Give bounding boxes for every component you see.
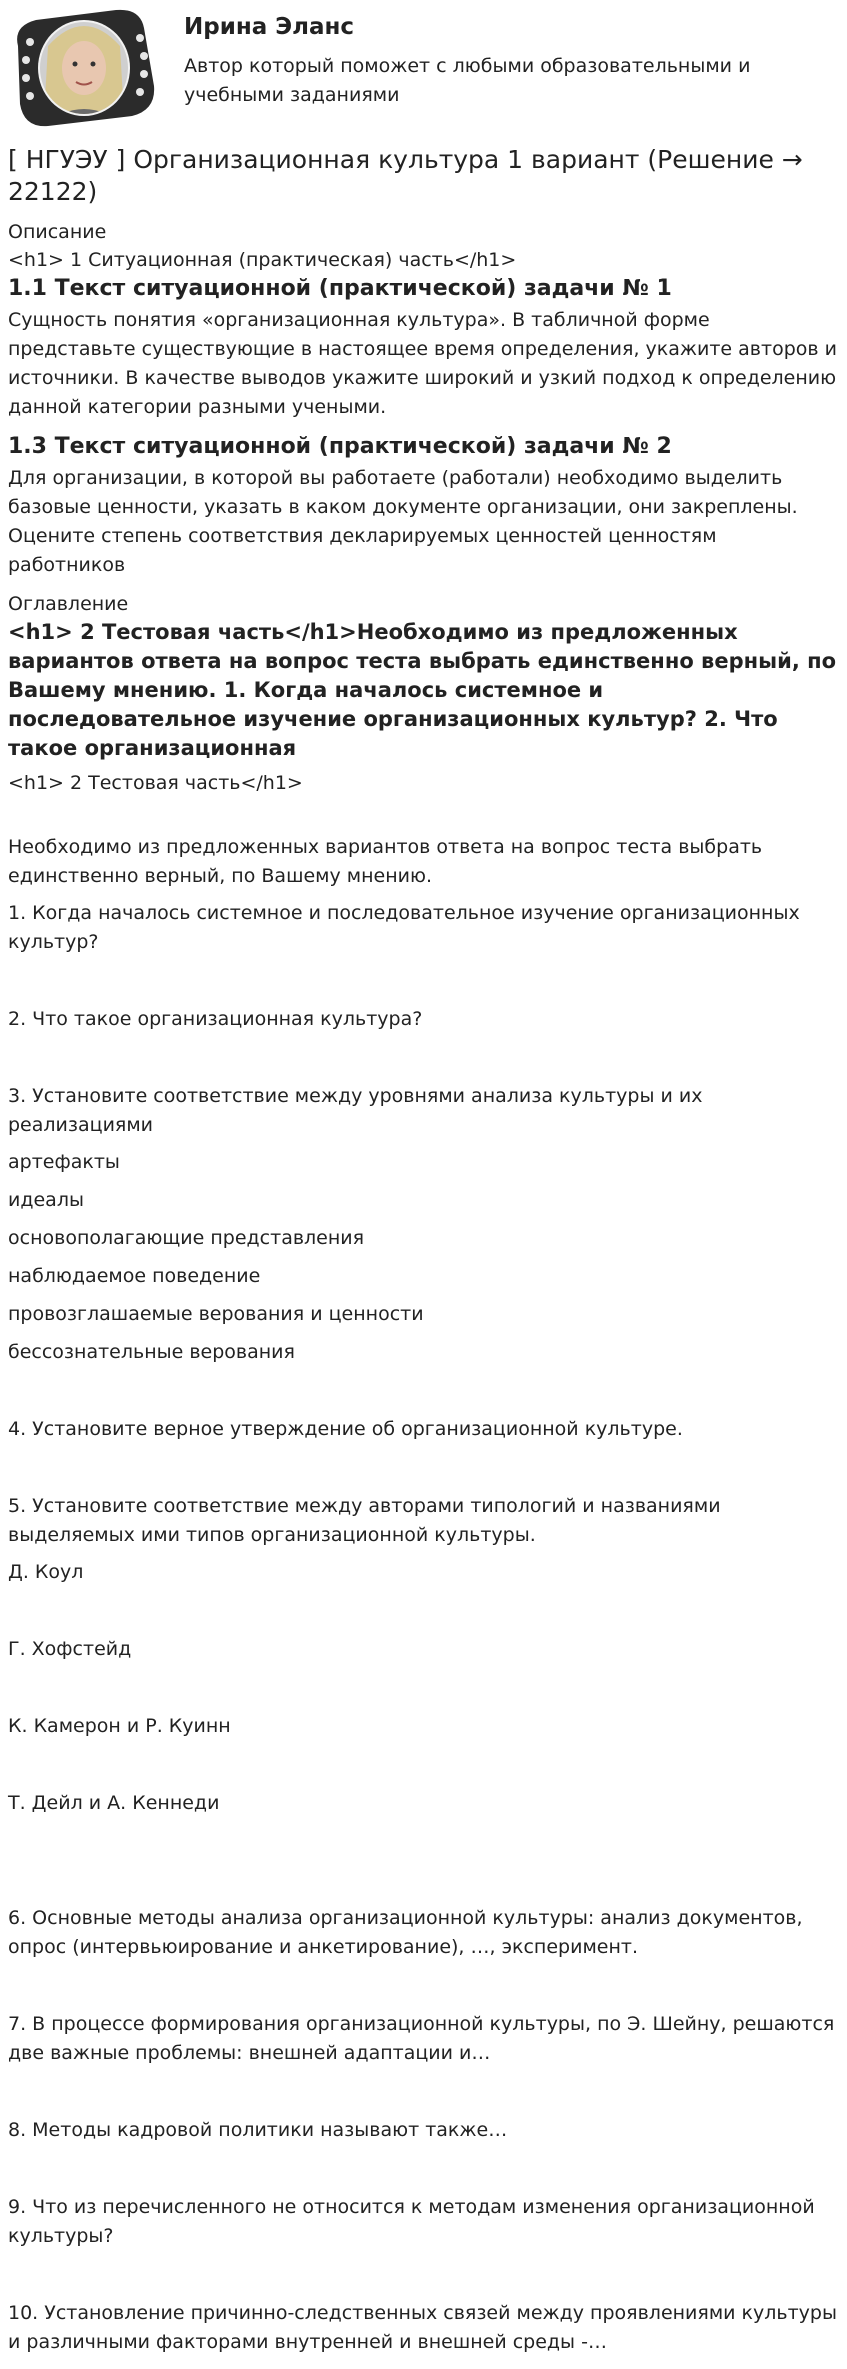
author-description: Автор который поможет с любыми образовательными и учебными заданиями: [184, 55, 751, 106]
q5-option: К. Камерон и Р. Куинн: [8, 1715, 231, 1737]
section2-heading: <h1> 2 Тестовая часть</h1>: [8, 772, 303, 794]
q5-option: Г. Хофстейд: [8, 1638, 132, 1660]
author-card: [8, 6, 838, 128]
q3-option: наблюдаемое поведение: [8, 1265, 261, 1287]
task1-title: 1.1 Текст ситуационной (практической) задачи № 1: [8, 276, 672, 301]
q5-option: Т. Дейл и А. Кеннеди: [8, 1792, 220, 1814]
work-title: [ НГУЭУ ] Организационная культура 1 вариант (Решение → 22122): [8, 145, 803, 206]
question-4: 4. Установите верное утверждение об организационной культуре.: [8, 1418, 683, 1440]
task2-text: Для организации, в которой вы работаете (работали) необходимо выделить базовые ценности, указать в каком документе организации, они закреплены. Оцените степень соответствия декларируемых ценностей ценностям работников: [8, 467, 798, 576]
avatar-film-frame-icon: [8, 6, 158, 128]
author-avatar[interactable]: [8, 6, 158, 128]
q3-option: бессознательные верования: [8, 1341, 295, 1363]
question-5: 5. Установите соответствие между авторами типологий и названиями выделяемых ими типов организационной культуры.: [8, 1495, 721, 1546]
question-6: 6. Основные методы анализа организационной культуры: анализ документов, опрос (интервьюирование и анкетирование), …, эксперимент.: [8, 1907, 803, 1958]
task2-title: 1.3 Текст ситуационной (практической) задачи № 2: [8, 434, 672, 459]
q5-option: Д. Коул: [8, 1561, 84, 1583]
question-2: 2. Что такое организационная культура?: [8, 1008, 423, 1030]
q3-option: провозглашаемые верования и ценности: [8, 1303, 424, 1325]
q3-option: артефакты: [8, 1151, 120, 1173]
question-3: 3. Установите соответствие между уровнями анализа культуры и их реализациями: [8, 1085, 703, 1136]
question-1: 1. Когда началось системное и последовательное изучение организационных культур?: [8, 902, 800, 953]
question-10: 10. Установление причинно-следственных связей между проявлениями культуры и различными факторами внутренней и внешней среды -…: [8, 2302, 837, 2353]
toc-label: Оглавление: [8, 593, 129, 615]
work-content: [8, 144, 838, 2357]
section1-heading: <h1> 1 Ситуационная (практическая) часть</h1>: [8, 249, 517, 271]
test-intro: Необходимо из предложенных вариантов ответа на вопрос теста выбрать единственно верный, по Вашему мнению.: [8, 836, 763, 887]
author-name[interactable]: Ирина Эланс: [184, 14, 355, 40]
task1-text: Сущность понятия «организационная культура». В табличной форме представьте существующие в настоящее время определения, укажите авторов и источники. В качестве выводов укажите широкий и узкий подход к определению данной категории разными учеными.: [8, 309, 837, 418]
q3-option: идеалы: [8, 1189, 84, 1211]
toc-preview: <h1> 2 Тестовая часть</h1>Необходимо из предложенных вариантов ответа на вопрос теста выбрать единственно верный, по Вашему мнению. 1. Когда началось системное и последовательное изучение организационных культур? 2. Что такое организационная: [8, 620, 837, 760]
question-9: 9. Что из перечисленного не относится к методам изменения организационной культуры?: [8, 2196, 815, 2247]
q3-option: основополагающие представления: [8, 1227, 365, 1249]
question-8: 8. Методы кадровой политики называют также…: [8, 2119, 508, 2141]
description-label: Описание: [8, 221, 107, 243]
question-7: 7. В процессе формирования организационной культуры, по Э. Шейну, решаются две важные проблемы: внешней адаптации и…: [8, 2013, 835, 2064]
